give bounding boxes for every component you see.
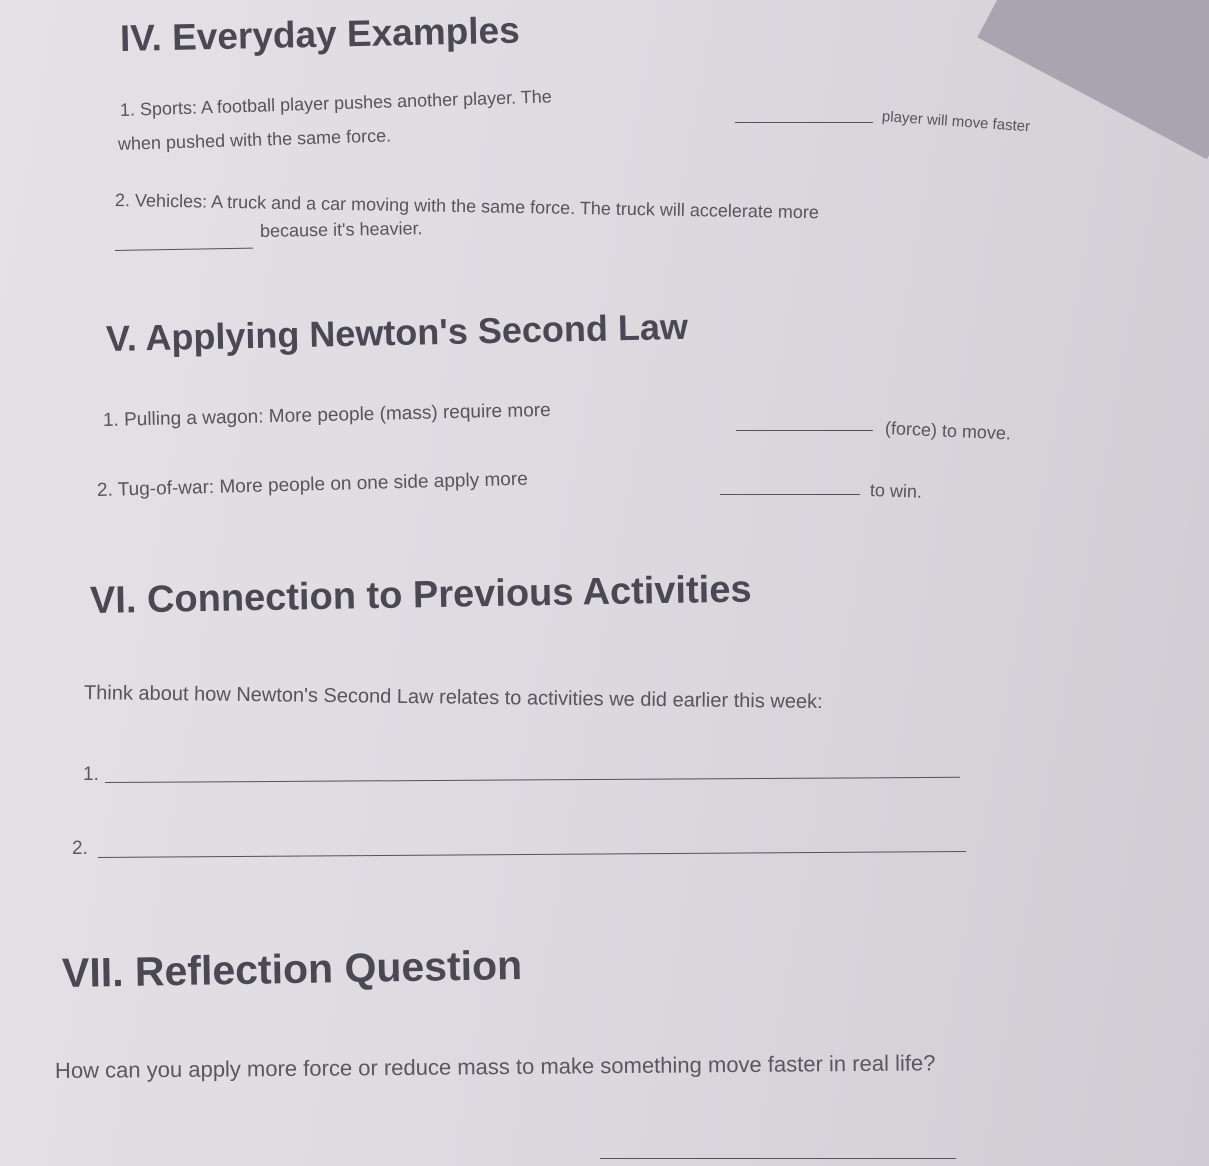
v-q1-blank[interactable]	[736, 430, 873, 431]
vi-item-2-number: 2.	[72, 838, 88, 859]
iv-q1-text-c: when pushed with the same force.	[117, 125, 392, 154]
v-q2-text-a: 2. Tug-of-war: More people on one side apply more	[96, 468, 529, 501]
iv-q2-text-b: because it's heavier.	[259, 218, 423, 241]
vi-item-2-blank[interactable]	[98, 851, 966, 858]
iv-q1-text-a: 1. Sports: A football player pushes another player. The	[119, 86, 553, 120]
v-q1-text-b: (force) to move.	[884, 418, 1012, 444]
vii-question: How can you apply more force or reduce mass to make something move faster in real life?	[54, 1050, 936, 1083]
section-vii-title: VII. Reflection Question	[61, 941, 523, 996]
section-vi-title: VI. Connection to Previous Activities	[89, 568, 752, 622]
vi-prompt: Think about how Newton's Second Law relates to activities we did earlier this week:	[83, 682, 823, 714]
vii-answer-blank[interactable]	[600, 1158, 956, 1159]
vi-item-1-number: 1.	[83, 764, 99, 785]
vi-item-1-blank[interactable]	[105, 777, 960, 783]
section-iv-title: IV. Everyday Examples	[119, 9, 521, 59]
v-q2-text-b: to win.	[869, 480, 923, 502]
iv-q1-blank[interactable]	[735, 122, 873, 123]
iv-q2-text-a: 2. Vehicles: A truck and a car moving with the same force. The truck will accelerate more	[114, 190, 820, 223]
iv-q1-text-b: player will move faster	[881, 108, 1031, 136]
iv-q2-blank[interactable]	[115, 248, 253, 251]
section-v-title: V. Applying Newton's Second Law	[105, 305, 689, 359]
v-q1-text-a: 1. Pulling a wagon: More people (mass) require more	[102, 399, 551, 431]
v-q2-blank[interactable]	[720, 494, 860, 495]
background-corner	[977, 0, 1209, 159]
